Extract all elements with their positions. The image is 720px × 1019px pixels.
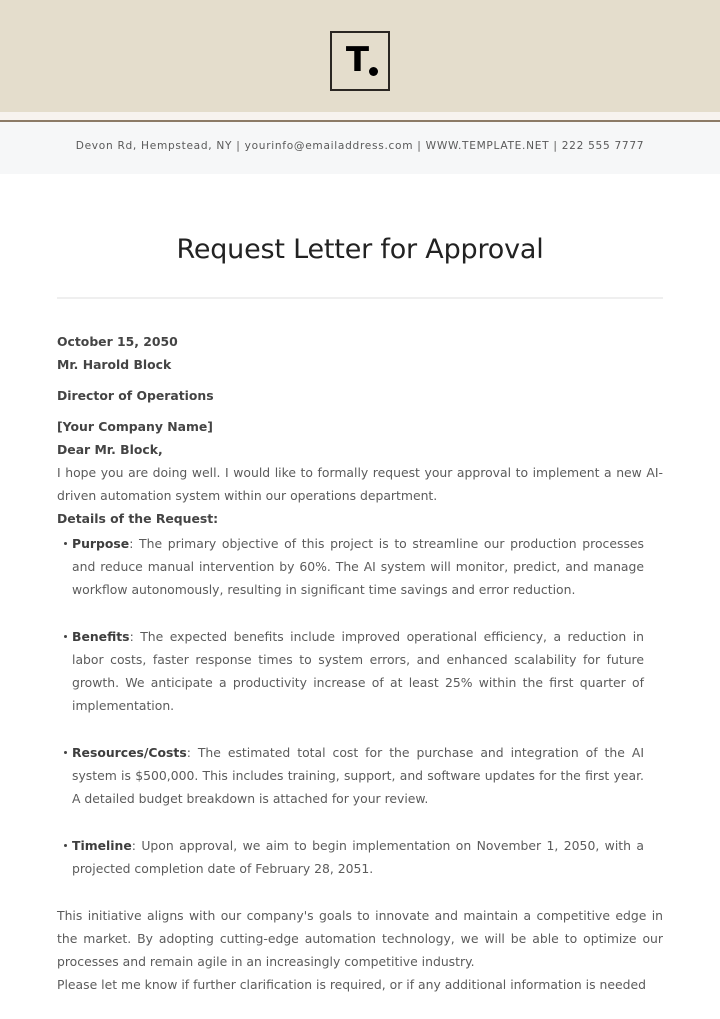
letterhead-gap xyxy=(0,112,720,120)
detail-label: Timeline xyxy=(72,838,132,853)
bullet-icon xyxy=(64,844,67,847)
contact-bar xyxy=(0,122,720,174)
bullet-icon xyxy=(64,751,67,754)
detail-label: Purpose xyxy=(72,536,130,551)
intro-paragraph: I hope you are doing well. I would like to formally request your approval to implement a new AI-driven automation system within our operations department. xyxy=(57,465,663,503)
details-heading: Details of the Request: xyxy=(57,511,219,526)
detail-text: : The expected benefits include improved operational efficiency, a reduction in labor costs, faster response times to system errors, and enhanced scalability for future growth. We anticipate a productivity increase of at least 25% within the first quarter of implementation. xyxy=(72,629,644,713)
contact-info: Devon Rd, Hempstead, NY | yourinfo@emailaddress.com | WWW.TEMPLATE.NET | 222 555 7777 xyxy=(75,140,645,152)
letter-body xyxy=(57,330,663,996)
list-item-purpose xyxy=(57,532,663,601)
salutation: Dear Mr. Block, xyxy=(57,442,163,457)
company-logo xyxy=(330,31,390,91)
list-item-timeline xyxy=(57,834,663,880)
company-name-placeholder: [Your Company Name] xyxy=(57,419,213,434)
detail-text: : Upon approval, we aim to begin implementation on November 1, 2050, with a projected completion date of February 28, 2051. xyxy=(72,838,644,876)
detail-text: : The estimated total cost for the purchase and integration of the AI system is $500,000. This includes training, support, and software updates for the first year. A detailed budget breakdown is attached for your review. xyxy=(72,745,644,806)
recipient-title: Director of Operations xyxy=(57,388,214,403)
details-list xyxy=(57,532,663,880)
bullet-icon xyxy=(64,635,67,638)
detail-label: Resources/Costs xyxy=(72,745,187,760)
bullet-icon xyxy=(64,542,67,545)
logo-letter: T xyxy=(345,40,369,80)
recipient-name: Mr. Harold Block xyxy=(57,357,172,372)
list-item-resources-costs xyxy=(57,741,663,810)
alignment-paragraph: This initiative aligns with our company's goals to innovate and maintain a competitive edge in the market. By adopting cutting-edge automation technology, we will be able to optimize our processes and remain agile in an increasingly competitive industry. xyxy=(57,908,663,969)
list-item-benefits xyxy=(57,625,663,717)
document-title: Request Letter for Approval xyxy=(176,234,544,265)
logo-dot-icon xyxy=(369,67,378,76)
detail-text: : The primary objective of this project is to streamline our production processes and reduce manual intervention by 60%. The AI system will monitor, predict, and manage workflow autonomously, resulting in significant time savings and error reduction. xyxy=(72,536,644,597)
letter-date: October 15, 2050 xyxy=(57,334,178,349)
letterhead-band xyxy=(0,0,720,112)
detail-label: Benefits xyxy=(72,629,130,644)
closing-paragraph: Please let me know if further clarification is required, or if any additional information is needed xyxy=(57,977,646,992)
title-divider xyxy=(57,297,663,299)
